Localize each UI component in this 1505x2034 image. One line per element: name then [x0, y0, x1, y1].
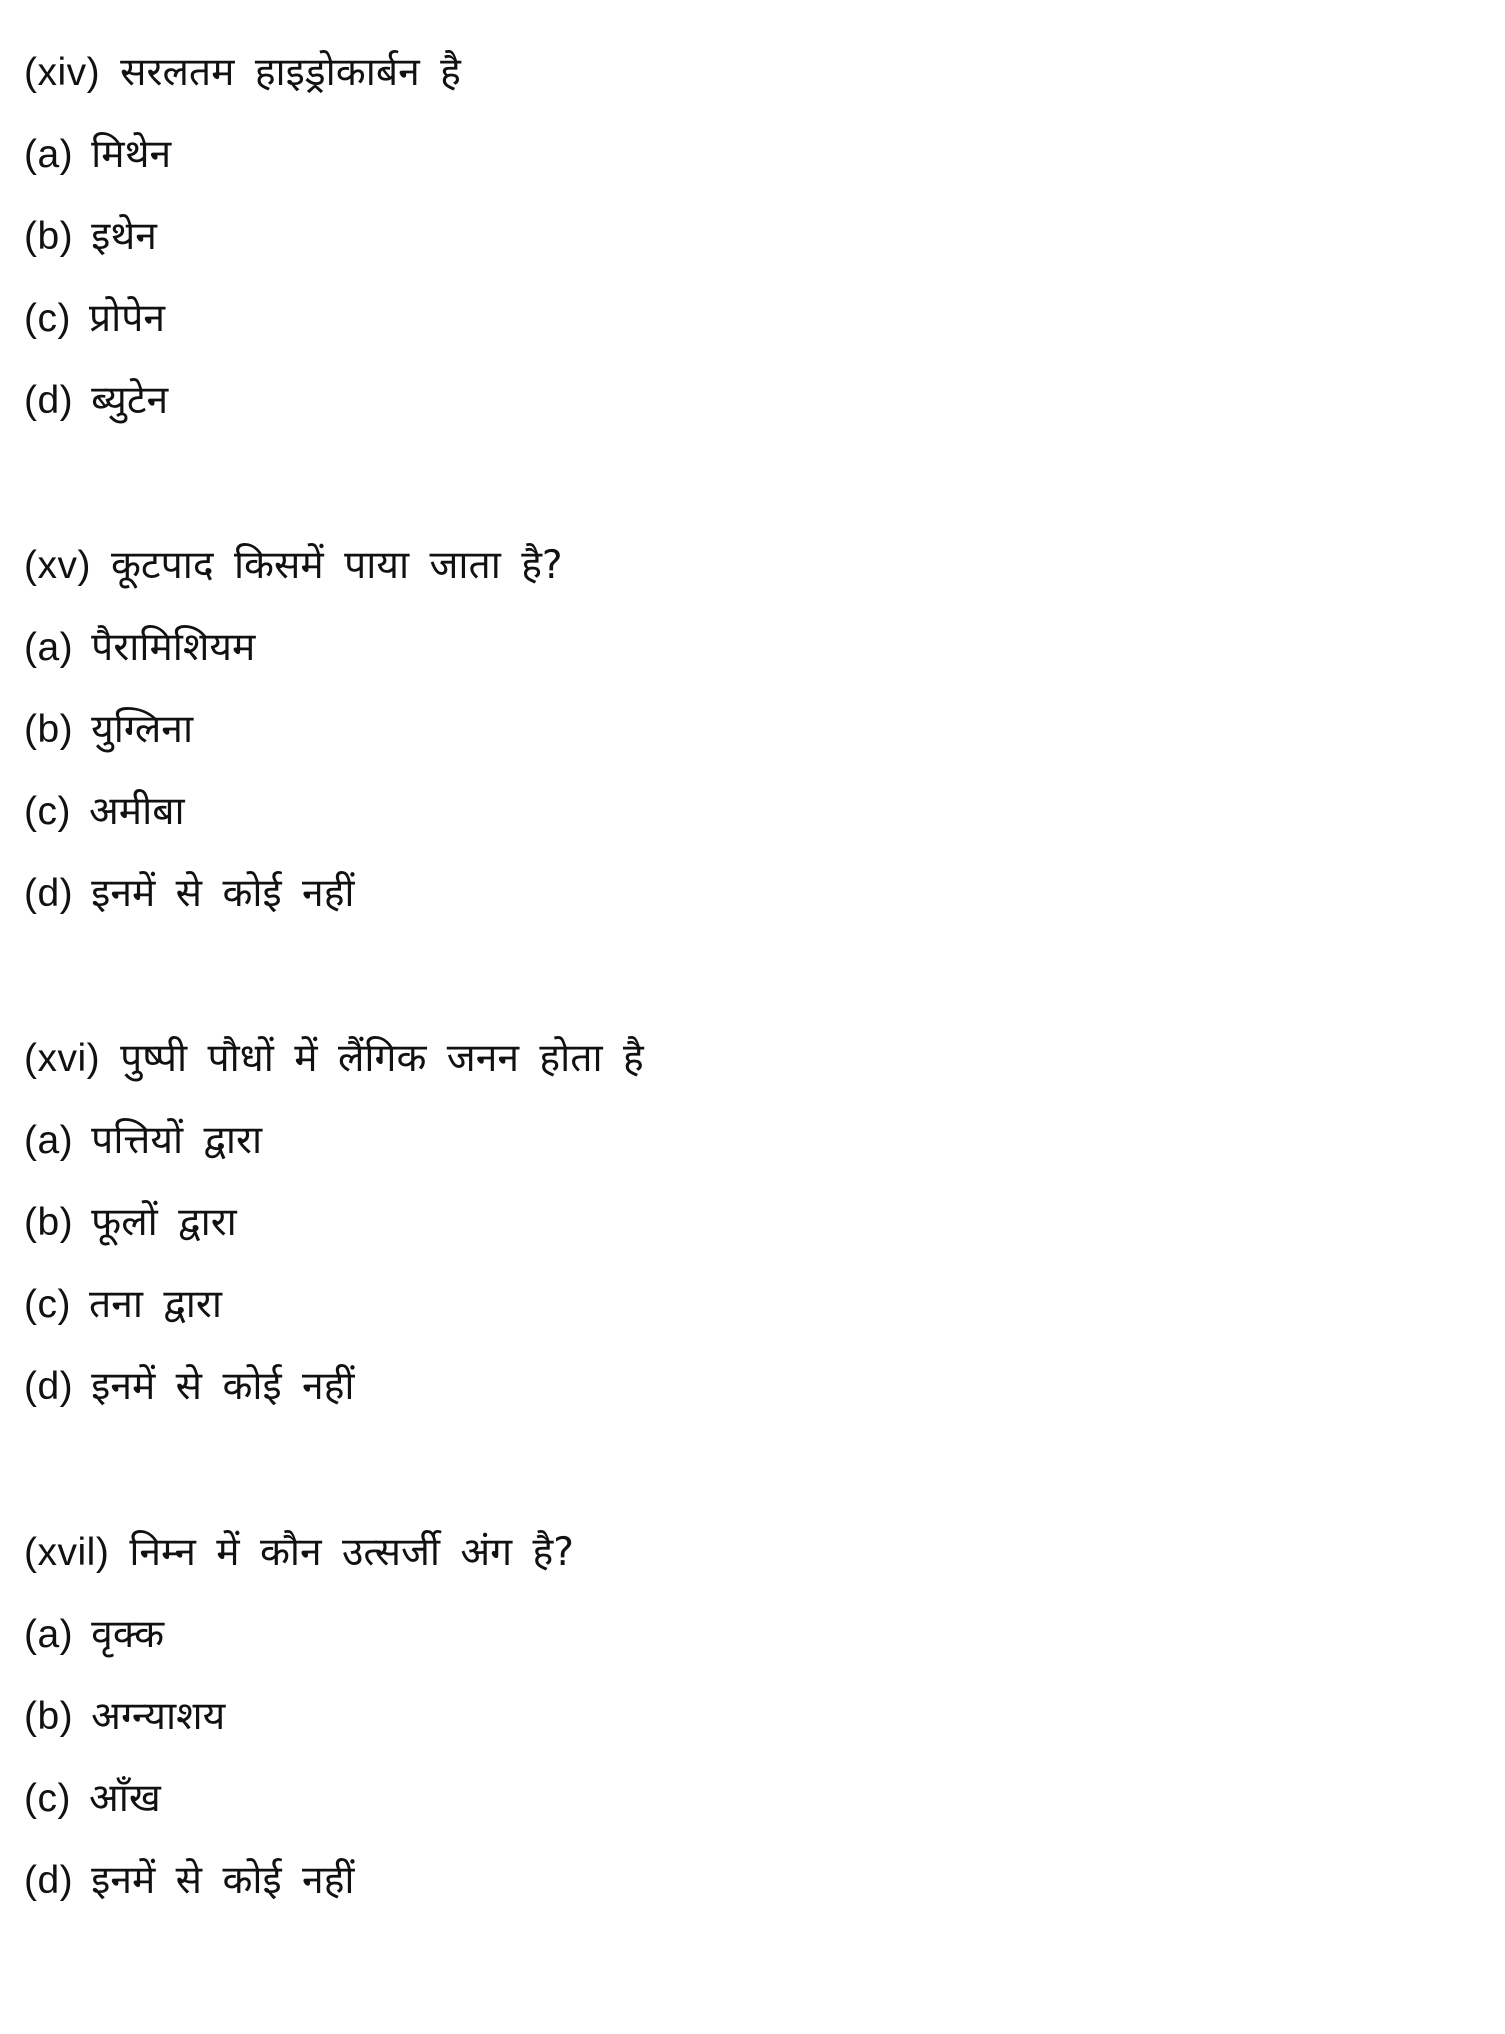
option-text: अग्न्याशय	[91, 1694, 226, 1739]
option-a	[24, 1594, 1424, 1676]
question-stem	[24, 1512, 1424, 1594]
option-marker: (a)	[24, 133, 74, 176]
option-text: वृक्क	[91, 1612, 165, 1657]
option-marker: (a)	[24, 626, 74, 669]
option-b	[24, 1676, 1424, 1758]
question-text: सरलतम हाइड्रोकार्बन है	[120, 50, 461, 95]
option-text: मिथेन	[91, 132, 172, 177]
option-marker: (a)	[24, 1119, 74, 1162]
question-stem	[24, 525, 1424, 607]
option-marker: (d)	[24, 1365, 74, 1408]
option-a	[24, 1100, 1424, 1182]
question-number: (xvi)	[24, 1037, 101, 1080]
option-marker: (d)	[24, 872, 74, 915]
option-text: पैरामिशियम	[91, 625, 256, 670]
option-d	[24, 360, 1424, 442]
option-marker: (c)	[24, 1283, 71, 1326]
question-text: कूटपाद किसमें पाया जाता है?	[110, 543, 563, 588]
question-stem	[24, 1018, 1424, 1100]
option-text: ब्युटेन	[91, 378, 169, 423]
question-text: निम्न में कौन उत्सर्जी अंग है?	[129, 1530, 574, 1575]
option-text: अमीबा	[88, 789, 185, 834]
option-marker: (b)	[24, 215, 74, 258]
question-number: (xvil)	[24, 1531, 110, 1574]
question-xvii	[24, 1512, 1424, 1922]
option-c	[24, 771, 1424, 853]
question-xiv	[24, 32, 1424, 442]
question-xv	[24, 525, 1424, 935]
option-marker: (b)	[24, 1201, 74, 1244]
option-marker: (b)	[24, 708, 74, 751]
option-marker: (d)	[24, 379, 74, 422]
option-d	[24, 1346, 1424, 1428]
option-text: इनमें से कोई नहीं	[91, 1364, 355, 1409]
question-text: पुष्पी पौधों में लैंगिक जनन होता है	[120, 1036, 644, 1081]
option-text: तना द्वारा	[88, 1282, 222, 1327]
option-b	[24, 1182, 1424, 1264]
option-text: युग्लिना	[91, 707, 194, 752]
option-marker: (c)	[24, 297, 71, 340]
question-stem	[24, 32, 1424, 114]
option-marker: (d)	[24, 1859, 74, 1902]
option-c	[24, 1264, 1424, 1346]
option-text: इनमें से कोई नहीं	[91, 871, 355, 916]
option-a	[24, 607, 1424, 689]
option-c	[24, 1758, 1424, 1840]
option-marker: (c)	[24, 790, 71, 833]
option-marker: (a)	[24, 1613, 74, 1656]
option-text: पत्तियों द्वारा	[91, 1118, 263, 1163]
option-marker: (b)	[24, 1695, 74, 1738]
option-d	[24, 853, 1424, 935]
option-b	[24, 689, 1424, 771]
option-d	[24, 1840, 1424, 1922]
option-c	[24, 278, 1424, 360]
question-xvi	[24, 1018, 1424, 1428]
option-text: आँख	[88, 1776, 161, 1821]
option-text: इनमें से कोई नहीं	[91, 1858, 355, 1903]
question-number: (xiv)	[24, 51, 101, 94]
option-text: इथेन	[91, 214, 157, 259]
option-text: प्रोपेन	[88, 296, 166, 341]
option-marker: (c)	[24, 1777, 71, 1820]
option-a	[24, 114, 1424, 196]
option-b	[24, 196, 1424, 278]
option-text: फूलों द्वारा	[91, 1200, 237, 1245]
question-number: (xv)	[24, 544, 91, 587]
